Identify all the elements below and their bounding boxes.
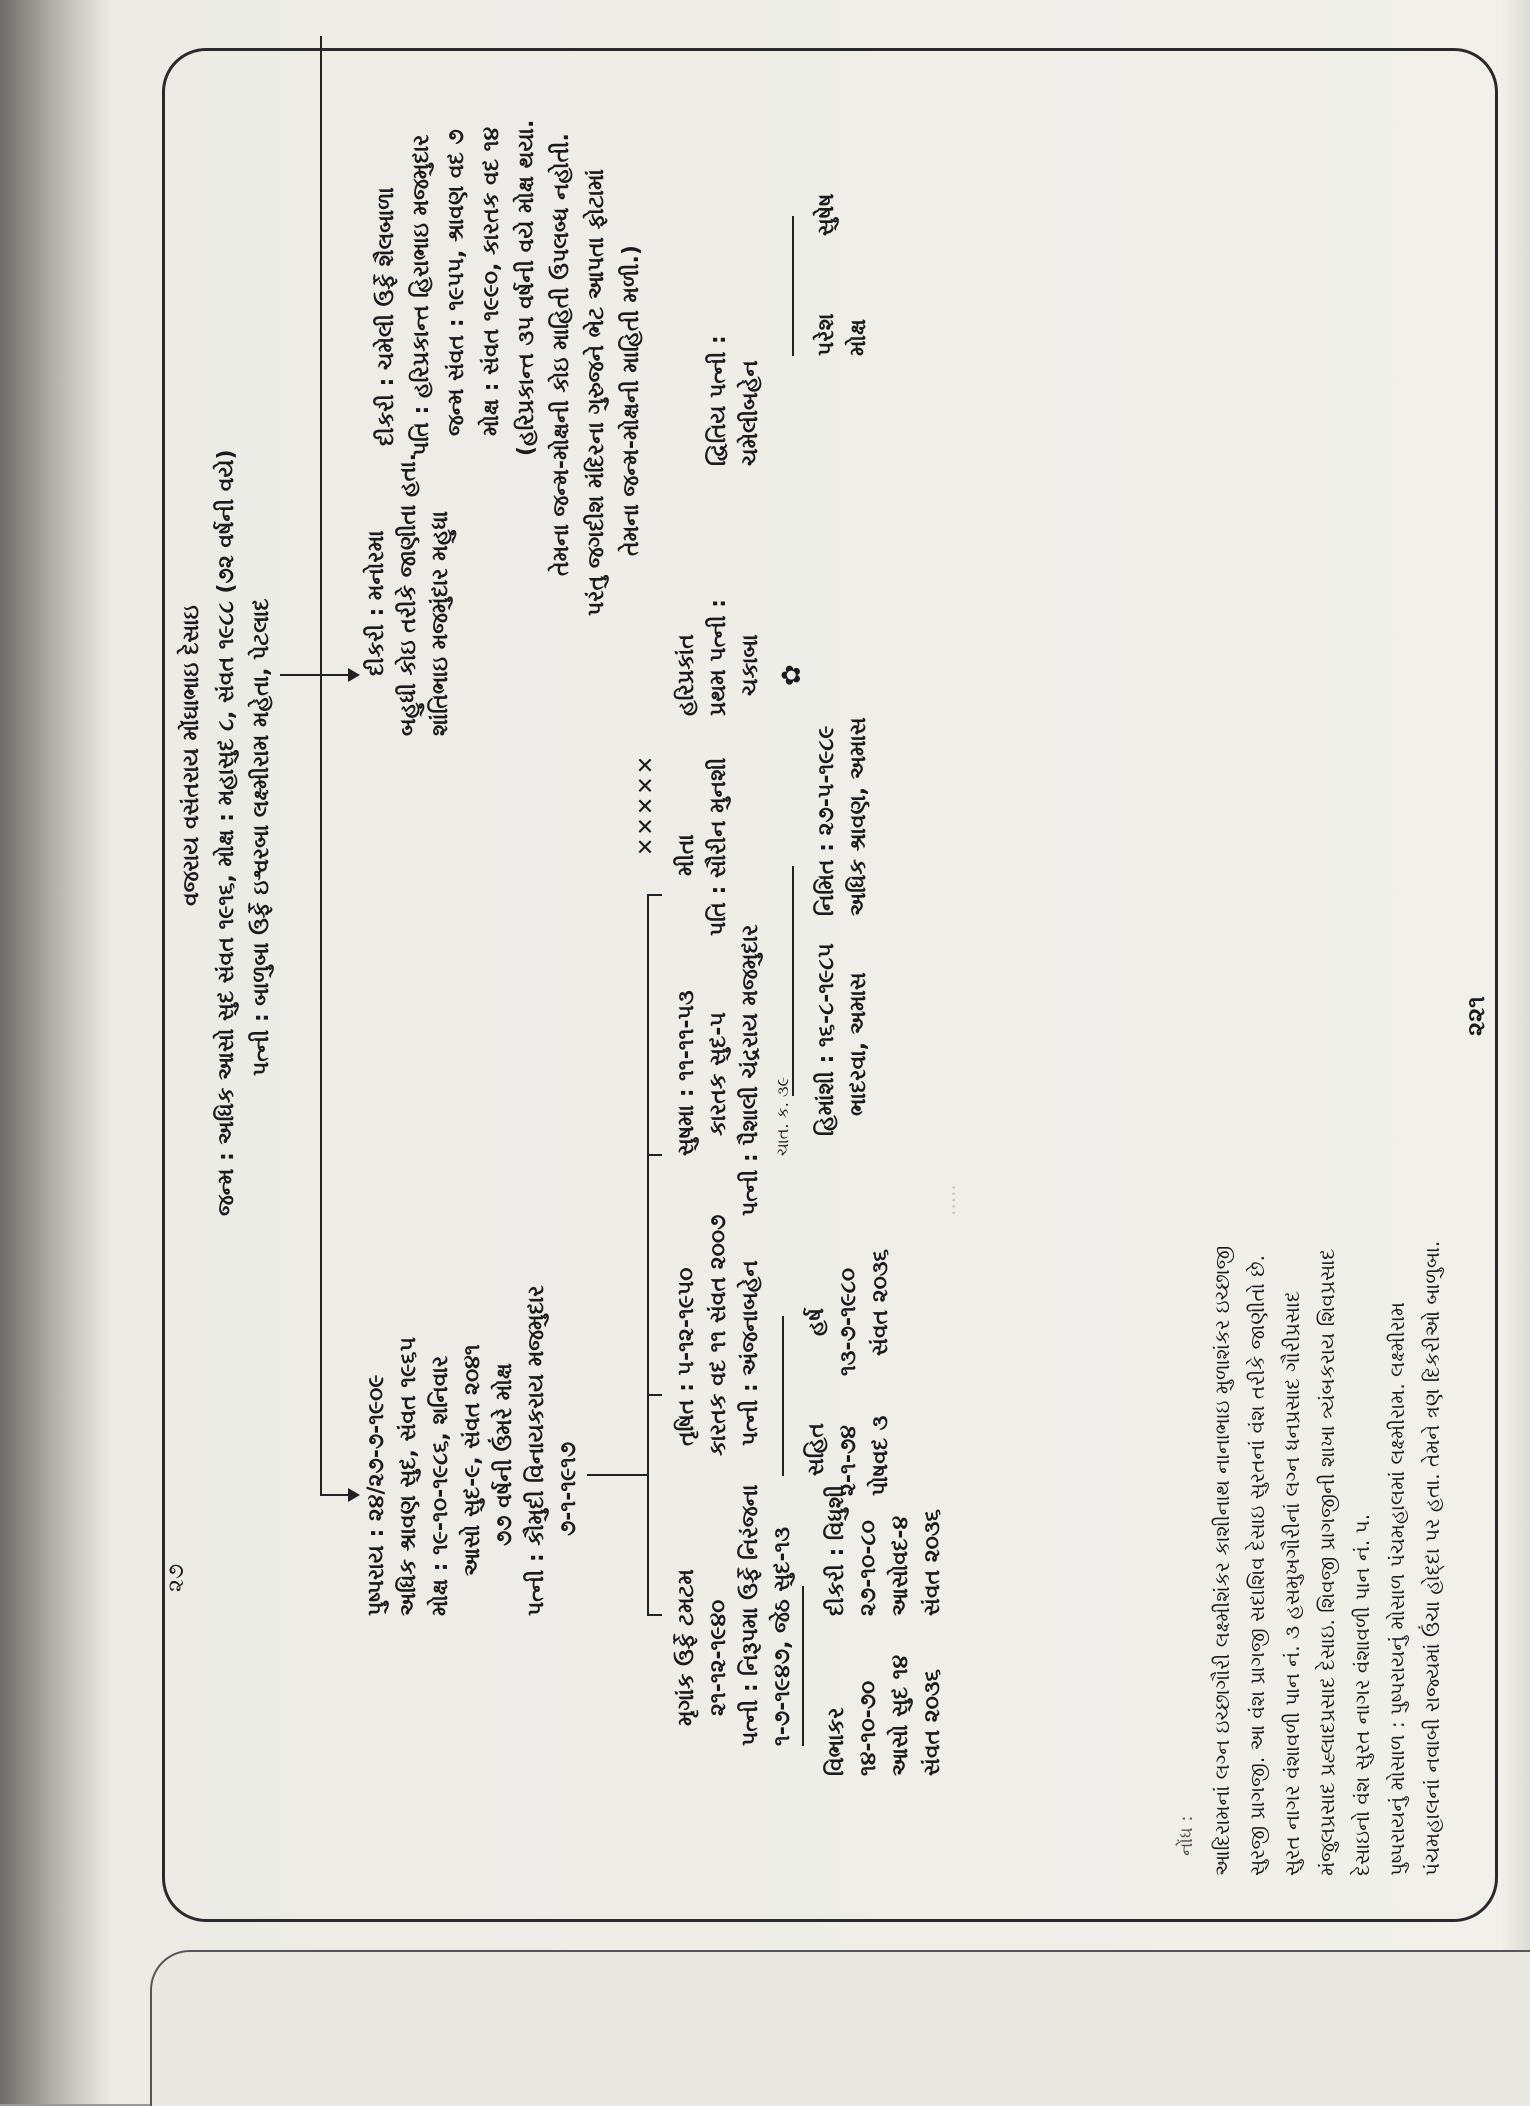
note-line: મંજુલપ્રસાદ પ્રહ્લાદપ્રસાદ દેસાઇ. શિવજી પ્રાગજીની શાખા ત્ર્યંબકરાય શિવપ્રસાદ: [1315, 1248, 1339, 1876]
grandchild-line: પત્ની : અંજનાબહેન: [738, 1260, 763, 1446]
grandchild-line: પતિ : સૌરીન મુનશી: [706, 757, 731, 936]
grandchild-line: તૃષિત : ૫-૧૨-૧૯૫૦: [674, 1267, 699, 1446]
child-line: શાંતિભાઇ મજમુંદાર મહુધા: [428, 510, 453, 736]
deceased-marks: ✕✕✕✕✕: [634, 753, 659, 856]
grandchild-line: દ્વિતિય પત્ની :: [706, 335, 731, 466]
child-line: ૭૭ વર્ષની ઉંમરે મોક્ષ: [492, 1363, 517, 1546]
connector: [647, 896, 649, 1616]
arrow: [348, 668, 360, 682]
connector: [647, 894, 662, 896]
connector: [647, 1394, 662, 1396]
grandchild-line: પત્ની : પૈશાલી ચંદ્રરાય મજમુદાર: [738, 924, 763, 1216]
connector: [792, 216, 794, 356]
note-line: સુરત નાગર વંશાવળી પાન નં. ૩ હસમુખગૌરીનાં લગ્ન ધનપ્રસાદ ગૌરીપ્રસાદ: [1280, 1290, 1304, 1876]
grandchild-line: કારતક સુદ-૫: [706, 1012, 731, 1136]
grandchild-line: મૃગાંક ઉર્ફે ટમટમ: [674, 1569, 699, 1726]
grandchild-line: ચમેલીબહેન: [738, 360, 763, 466]
ggchild-line: સંવત ૨૦૩૬: [868, 1249, 893, 1356]
ggchild-line: ૨૭-૧૦-૮૦: [856, 1520, 881, 1616]
child-line: આસો સુદ-૯, સંવત ૨૦૪૧: [460, 1344, 485, 1576]
note-line: દેસાઇનો વંશ સુરત નાગર વંશાવળી પાન નં. ૫.: [1350, 1513, 1374, 1876]
child-line: તેમના જન્મ-મોક્ષની માહિતી મળી.): [619, 245, 644, 556]
child-line: તેમના જન્મ-મોક્ષની કોઇ માહિતી ઉપલબ્ધ નહોતી.: [549, 133, 574, 576]
ggchild-line: સંવત ૨૦૩૬: [920, 1509, 945, 1616]
child-line: દીકરી : મનોરમા: [364, 530, 389, 676]
ggchild-line: હર્ષ: [804, 1308, 829, 1336]
child-line: અધિક શ્રાવણ સુદ, સંવત ૧૯૬૫: [396, 1337, 421, 1616]
connector: [647, 1614, 662, 1616]
note-line: પુષ્પરાયનું મોસાળ : પુષ્પરાયનું મોસાળ પંચમહાલમાં લક્ષ્મીરામ. લક્ષ્મીરામ: [1385, 1302, 1409, 1876]
root-birth: જન્મ : અધિક આસો સુદ સંવત ૧૯૧૬, મોક્ષ : મહાસુદ ૮, સંવત ૧૯૮૮ (૭૨ વર્ષની વયે): [214, 449, 239, 1216]
ggchild-line: આસો સુદ ૧૪: [888, 1654, 913, 1776]
connector: [320, 1494, 350, 1496]
root-name: વજરાય વસંતરાય મોંઘાભાઇ દેસાઇ: [179, 605, 204, 906]
ggchild-line: પોષવદ ૩: [868, 1415, 893, 1496]
grandchild-line: ૧-૭-૧૯૪૭, જેઠ સુદ-૧૩: [770, 1526, 795, 1746]
note-line: સુરજી પ્રાગજી. આ વંશ પ્રાગજી સદાશિવ દેસાઇ સુરતનાં વંશ તરીકે જાણીતો છે.: [1245, 1255, 1269, 1876]
ggchild-line: નિમિત : ૨૭-૫-૧૯૮૯: [814, 725, 839, 916]
family-tree-page: [162, 48, 1492, 1916]
child-line: પુષ્પરાય : ૨૪/૨૭-૭-૧૯૦૯: [364, 1374, 389, 1616]
ggchild-line: ૧૪-૧૦-૭૦: [856, 1680, 881, 1776]
ggchild-line: હિમાંશી : ૧૬-૮-૧૯૮૫: [814, 943, 839, 1136]
child-line: પરંતુ જગદીશ મંદિરના ગુરુજને ભેટ આપતા ફોટામાં: [584, 169, 609, 616]
child-line: પતિ : હરિપ્રકાન્ત હિરાભાઇ મજમુદાર: [409, 134, 434, 456]
grandchild-line: મીતા: [674, 834, 699, 876]
grandchild-line: સુષમા : ૧૧-૧૧-૫૩: [674, 990, 699, 1156]
ggchild-line: ૧૩-૭-૧૯૮૦: [836, 1267, 861, 1376]
ggchild-line: દીકરી : વિધુશી: [824, 1484, 849, 1616]
grandchild-line: ૨૧-૧૨-૧૯૪૦: [706, 1599, 731, 1716]
grandchild-line: કારતક વદ ૧૧ સંવત ૨૦૦૭: [706, 1214, 731, 1456]
ggchild-line: પરેશ: [814, 313, 839, 356]
root-wife: પત્ની : બાળુબા ઉર્ફે ઇશ્વરબા લક્ષ્મીરામ મહેતા, પેટલાદ: [249, 598, 274, 1076]
notes-label: નોંધ :: [1176, 1815, 1197, 1856]
grandchild-line: પત્ની : નિરૂપમા ઉર્ફે નિરંજના: [738, 1484, 763, 1746]
child-line: જન્મ સંવત : ૧૯૫૫, શ્રાવણ વદ ૭: [444, 129, 469, 436]
connector: [802, 1586, 804, 1746]
ggchild-line: સંવત ૨૦૩૬: [920, 1669, 945, 1776]
prev-page-line: ૨૭: [164, 1563, 189, 1592]
child-line: (હરિપ્રકાન્ત ૩૫ વર્ષની વયે મોક્ષ થયા.: [514, 119, 539, 456]
connector: [647, 1154, 662, 1156]
margin-note: ચાત. ક. ૩૯: [773, 1076, 792, 1156]
ggchild-line: સુષેષ: [814, 193, 839, 236]
ggchild-line: ૨-૧-૭૪: [836, 1425, 861, 1496]
connector: [280, 674, 320, 676]
child-line: બહુધી કોઇ તરીકે જાણીતા હતા.: [396, 452, 421, 736]
grandchild-line: હરિપ્રકાંત: [674, 634, 699, 716]
connector: [320, 36, 322, 1496]
connector: [587, 1474, 647, 1476]
grandchild-line: ચકાબા: [738, 634, 763, 696]
note-line: પંચમહાલનાં નવાબી રાજ્યમાં ઉંચા હોદ્દા પર હતા. તેમને ત્રણ દિકરીઓ બાળુબા.: [1420, 1240, 1444, 1876]
page-number: ૨૨૧: [1462, 996, 1490, 1036]
ggchild-line: મોક્ષ: [846, 318, 871, 356]
child-line: પત્ની : કૌમુદી વિનાયકરાય મજમુદાર: [524, 1285, 549, 1616]
child-line: ૭-૧-૧૯૧૭: [556, 1441, 581, 1536]
note-line: આદિરામનાં લગ્ન ઇચ્છાગૌરી લક્ષ્મીશંકર કાશીનાથ નાનાભાઇ મુળાશંકર ઇચ્છાજી: [1210, 1245, 1234, 1876]
ggchild-line: આસોવદ-૪: [888, 1515, 913, 1616]
ggchild-line: અધિક શ્રાવણ, અમાસ: [846, 717, 871, 916]
arrow: [348, 1488, 360, 1502]
connector: [782, 1316, 784, 1476]
bleed-through: ·····: [942, 1184, 966, 1216]
ggchild-line: ભાદરવા, અમાસ: [846, 972, 871, 1116]
child-line: મોક્ષ : ૧૯-૧૦-૧૯૮૬, શનિવાર: [428, 1355, 453, 1616]
flower-icon: ✿: [777, 664, 807, 686]
connector: [320, 674, 350, 676]
ggchild-line: સહિત: [804, 1422, 829, 1476]
connector: [792, 866, 794, 1096]
ggchild-line: વિભાકર: [824, 1707, 849, 1776]
child-line: દીકરી : ચમેલી ઉર્ફે શૈલબાળા: [374, 187, 399, 446]
grandchild-line: પ્રથમ પત્ની :: [706, 599, 731, 716]
child-line: મોક્ષ : સંવત ૧૯૯૦, કારતક વદ ૧૪: [479, 126, 504, 436]
